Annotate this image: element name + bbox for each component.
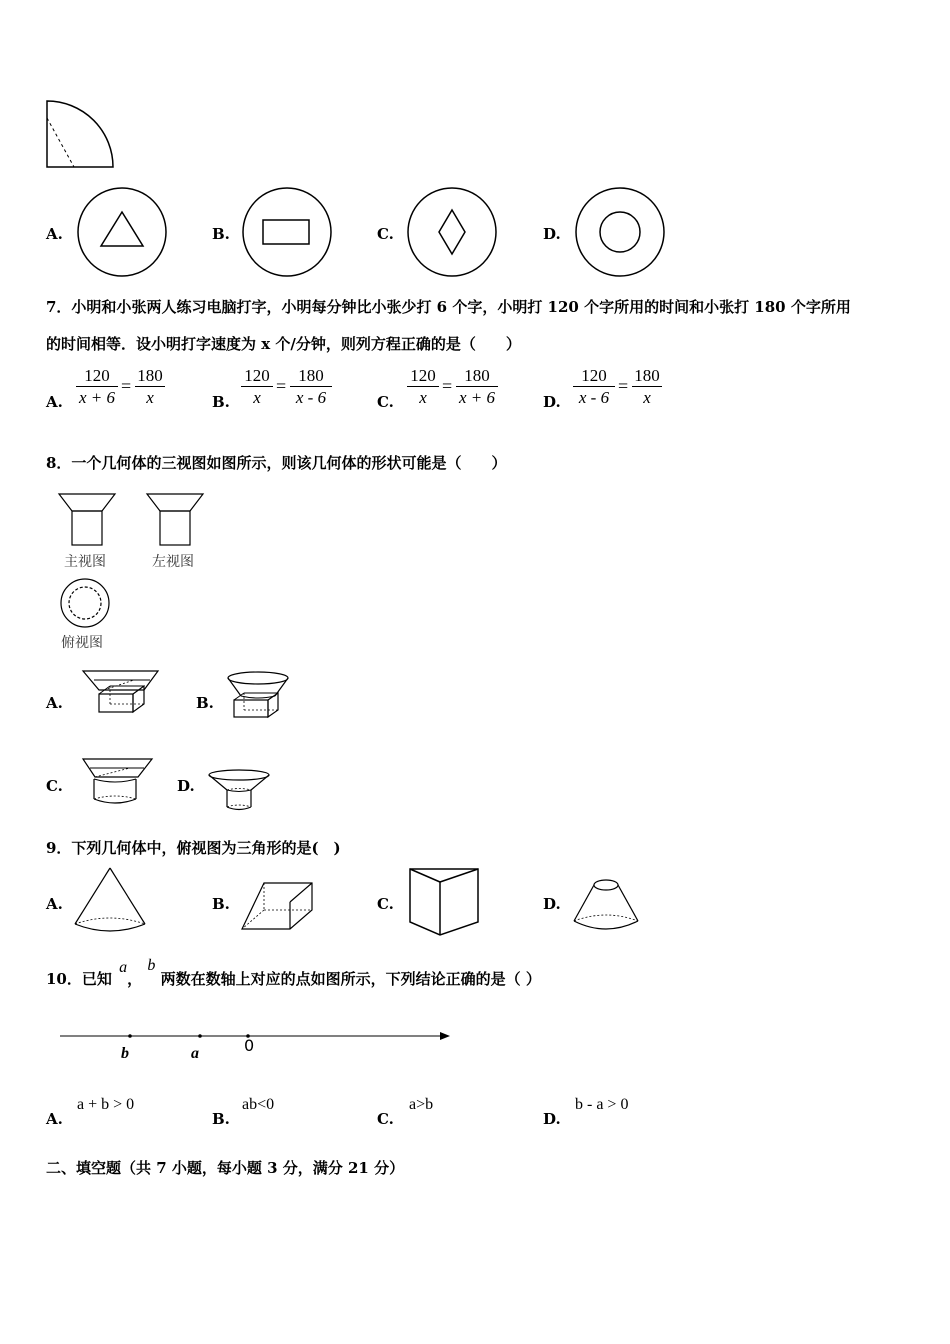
q6-option-c-figure xyxy=(406,186,498,278)
equals-sign: = xyxy=(121,376,132,396)
q8-stem: 8．一个几何体的三视图如图所示，则该几何体的形状可能是（ ） xyxy=(46,454,507,472)
q7-d-left-fraction xyxy=(573,366,615,409)
q7-option-a-label: A. xyxy=(46,393,63,411)
q10-option-a-text: a + b > 0 xyxy=(77,1096,135,1113)
axis-label-zero: 0 xyxy=(244,1036,255,1055)
q8-option-a-label: A. xyxy=(46,694,63,712)
front-view-figure xyxy=(58,493,118,549)
axis-label-b: b xyxy=(121,1045,129,1062)
q7-c-right-fraction xyxy=(456,366,498,409)
denominator: x - 6 xyxy=(578,388,610,407)
q7-stem-line2: 的时间相等．设小明打字速度为 x 个/分钟，则列方程正确的是（ ） xyxy=(46,335,521,353)
denominator: x xyxy=(419,388,427,407)
q8-option-b-figure xyxy=(226,670,296,720)
q7-a-right-fraction xyxy=(135,366,165,409)
top-view-caption: 俯视图 xyxy=(61,635,103,651)
q10-option-b-text: ab<0 xyxy=(242,1096,275,1113)
q9-option-c-triangular-prism-figure xyxy=(407,866,481,938)
q7-b-right-fraction xyxy=(290,366,332,409)
numerator: 120 xyxy=(573,366,615,387)
q10-option-c-text: a>b xyxy=(409,1096,434,1113)
q9-option-a-label: A. xyxy=(46,895,63,913)
q9-option-b-prism-figure xyxy=(238,880,316,932)
q8-option-d-figure xyxy=(207,768,273,814)
q7-stem-line1: 7．小明和小张两人练习电脑打字，小明每分钟比小张少打 6 个字，小明打 120 个字所用的时间和小张打 180 个字所用 xyxy=(46,298,851,316)
quarter-circle-figure xyxy=(44,98,116,170)
numerator: 120 xyxy=(407,366,439,387)
axis-label-a: a xyxy=(191,1045,199,1062)
q7-a-left-fraction xyxy=(76,366,118,409)
q9-option-a-cone-figure xyxy=(72,866,148,936)
numerator: 180 xyxy=(456,366,498,387)
number-line-figure xyxy=(58,1026,454,1048)
q9-option-b-label: B. xyxy=(212,895,230,913)
q10-stem xyxy=(46,957,541,989)
denominator: x xyxy=(146,388,154,407)
q7-d-right-fraction xyxy=(632,366,662,409)
numerator: 180 xyxy=(632,366,662,387)
denominator: x xyxy=(253,388,261,407)
q7-option-b-label: B. xyxy=(212,393,230,411)
front-view-caption: 主视图 xyxy=(64,554,106,570)
q9-option-c-label: C. xyxy=(377,895,394,913)
q8-option-b-label: B. xyxy=(196,694,214,712)
denominator: x + 6 xyxy=(78,388,116,407)
q10-option-a-label: A. xyxy=(46,1110,63,1128)
q6-option-b-figure xyxy=(241,186,333,278)
equals-sign: = xyxy=(618,376,629,396)
q10-option-d-text: b - a > 0 xyxy=(575,1096,629,1113)
q10-stem-suffix: 两数在数轴上对应的点如图所示，下列结论正确的是（ ） xyxy=(160,970,541,988)
q6-option-a-label: A. xyxy=(46,225,63,243)
numerator: 180 xyxy=(290,366,332,387)
numerator: 120 xyxy=(76,366,118,387)
numerator: 180 xyxy=(135,366,165,387)
top-view-figure xyxy=(60,578,112,630)
var-a: a xyxy=(119,959,128,976)
q6-option-d-label: D. xyxy=(543,225,561,243)
q7-b-left-fraction xyxy=(241,366,273,409)
q7-option-c-label: C. xyxy=(377,393,394,411)
q10-option-c-label: C. xyxy=(377,1110,394,1128)
q6-option-d-figure xyxy=(574,186,666,278)
q6-option-b-label: B. xyxy=(212,225,230,243)
var-b: b xyxy=(147,957,156,974)
q8-option-a-figure xyxy=(82,668,162,716)
q9-option-d-label: D. xyxy=(543,895,561,913)
numerator: 120 xyxy=(241,366,273,387)
q9-stem: 9．下列几何体中，俯视图为三角形的是( ) xyxy=(46,839,341,857)
equals-sign: = xyxy=(442,376,453,396)
q7-option-d-label: D. xyxy=(543,393,561,411)
q10-option-d-label: D. xyxy=(543,1110,561,1128)
q8-option-c-figure xyxy=(80,755,156,807)
q10-option-b-label: B. xyxy=(212,1110,230,1128)
left-view-caption: 左视图 xyxy=(152,554,194,570)
denominator: x + 6 xyxy=(458,388,496,407)
q8-option-c-label: C. xyxy=(46,777,63,795)
q6-option-c-label: C. xyxy=(377,225,394,243)
comma: ， xyxy=(127,970,143,988)
q10-stem-prefix: 10．已知 xyxy=(46,970,112,988)
section-2-heading: 二、填空题（共 7 小题，每小题 3 分，满分 21 分） xyxy=(46,1159,405,1177)
q6-option-a-figure xyxy=(76,186,168,278)
equals-sign: = xyxy=(276,376,287,396)
left-view-figure xyxy=(146,493,206,549)
q8-option-d-label: D. xyxy=(177,777,195,795)
denominator: x xyxy=(643,388,651,407)
q7-c-left-fraction xyxy=(407,366,439,409)
q9-option-d-frustum-figure xyxy=(571,877,641,935)
denominator: x - 6 xyxy=(295,388,327,407)
